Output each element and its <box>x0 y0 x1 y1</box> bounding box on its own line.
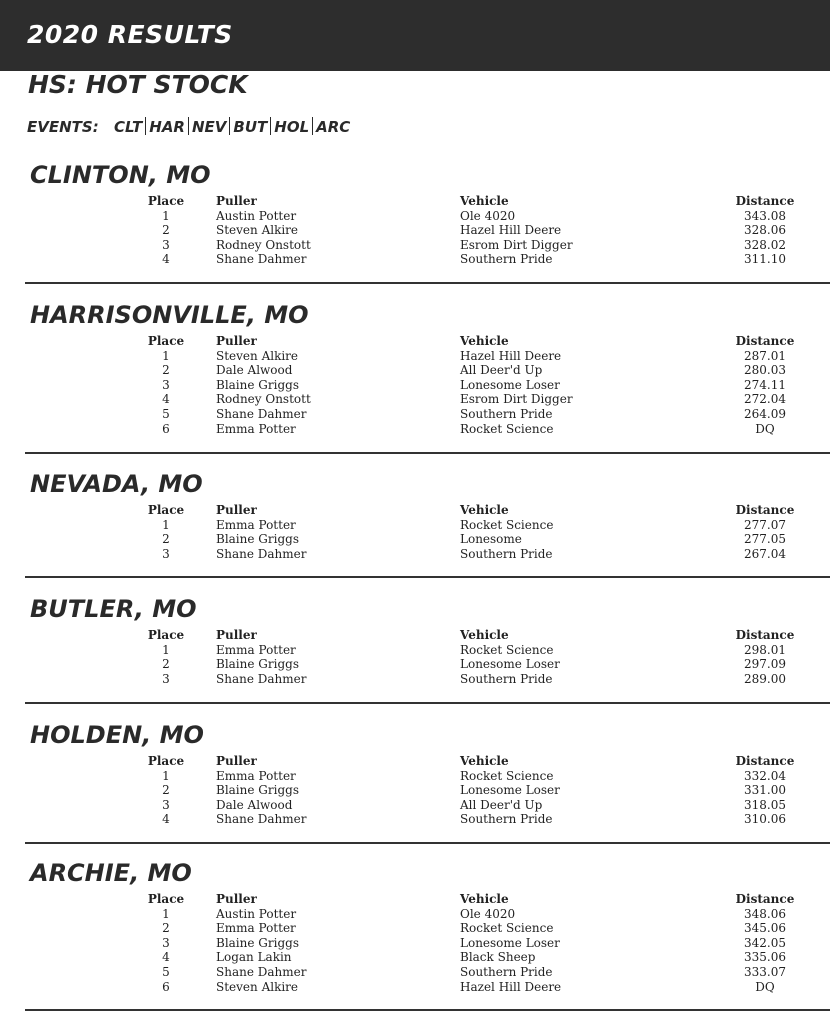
section-divider <box>25 1009 830 1011</box>
cell-place: 1 <box>162 517 170 532</box>
column-header-puller: Puller <box>216 628 257 642</box>
cell-vehicle: Southern Pride <box>460 546 553 561</box>
table-row <box>0 209 830 224</box>
events-separator <box>229 117 230 135</box>
cell-puller: Steven Alkire <box>216 223 299 238</box>
column-header-distance: Distance <box>735 503 795 517</box>
cell-distance: 274.11 <box>744 377 786 392</box>
cell-place: 4 <box>162 950 170 965</box>
events-separator <box>188 117 189 135</box>
column-header-place: Place <box>147 334 185 348</box>
column-header-place: Place <box>147 503 185 517</box>
table-header <box>0 334 830 349</box>
column-header-vehicle: Vehicle <box>460 334 509 348</box>
cell-vehicle: Lonesome Loser <box>460 377 560 392</box>
events-label: EVENTS: <box>27 118 99 136</box>
cell-vehicle: Esrom Dirt Digger <box>460 237 573 252</box>
table-row <box>0 252 830 267</box>
cell-distance: 264.09 <box>744 406 786 421</box>
cell-place: 6 <box>162 421 170 436</box>
event-title: HOLDEN, MO <box>30 721 204 749</box>
cell-place: 1 <box>162 768 170 783</box>
cell-place: 3 <box>162 546 170 561</box>
cell-vehicle: Southern Pride <box>460 406 553 421</box>
section-divider <box>25 702 830 704</box>
cell-distance: 343.08 <box>744 208 786 223</box>
cell-vehicle: Hazel Hill Deere <box>460 348 562 363</box>
cell-place: 2 <box>162 363 170 378</box>
cell-puller: Emma Potter <box>216 768 296 783</box>
cell-distance: 328.06 <box>744 223 786 238</box>
cell-place: 4 <box>162 392 170 407</box>
cell-distance: 289.00 <box>744 671 786 686</box>
table-row <box>0 349 830 364</box>
cell-distance: 277.07 <box>744 517 786 532</box>
cell-puller: Blaine Griggs <box>216 657 299 672</box>
cell-vehicle: Rocket Science <box>460 642 554 657</box>
cell-vehicle: Hazel Hill Deere <box>460 979 562 994</box>
results-table <box>0 628 830 686</box>
section-divider <box>25 452 830 454</box>
cell-puller: Rodney Onstott <box>216 237 311 252</box>
column-header-vehicle: Vehicle <box>460 754 509 768</box>
cell-distance: DQ <box>755 979 775 994</box>
table-header <box>0 754 830 769</box>
cell-place: 2 <box>162 783 170 798</box>
cell-place: 4 <box>162 252 170 267</box>
cell-place: 3 <box>162 671 170 686</box>
column-header-vehicle: Vehicle <box>460 892 509 906</box>
cell-distance: 298.01 <box>744 642 786 657</box>
cell-place: 1 <box>162 208 170 223</box>
column-header-vehicle: Vehicle <box>460 194 509 208</box>
cell-puller: Emma Potter <box>216 921 296 936</box>
event-link-har[interactable]: HAR <box>149 118 185 136</box>
cell-distance: 348.06 <box>744 906 786 921</box>
table-row <box>0 769 830 784</box>
table-row <box>0 547 830 562</box>
cell-puller: Emma Potter <box>216 642 296 657</box>
column-header-place: Place <box>147 892 185 906</box>
cell-place: 1 <box>162 642 170 657</box>
cell-vehicle: Black Sheep <box>460 950 536 965</box>
cell-vehicle: Ole 4020 <box>460 208 516 223</box>
section-divider <box>25 576 830 578</box>
cell-puller: Blaine Griggs <box>216 935 299 950</box>
column-header-distance: Distance <box>735 628 795 642</box>
table-row <box>0 812 830 827</box>
cell-puller: Dale Alwood <box>216 363 293 378</box>
cell-vehicle: Southern Pride <box>460 964 553 979</box>
table-row <box>0 643 830 658</box>
cell-puller: Shane Dahmer <box>216 812 307 827</box>
column-header-distance: Distance <box>735 334 795 348</box>
event-title: CLINTON, MO <box>30 161 211 189</box>
cell-distance: 280.03 <box>744 363 786 378</box>
cell-vehicle: Southern Pride <box>460 252 553 267</box>
column-header-puller: Puller <box>216 334 257 348</box>
event-title: NEVADA, MO <box>30 470 203 498</box>
table-row <box>0 783 830 798</box>
table-row <box>0 378 830 393</box>
cell-place: 5 <box>162 964 170 979</box>
table-row <box>0 422 830 437</box>
results-table <box>0 754 830 827</box>
cell-place: 2 <box>162 657 170 672</box>
table-row <box>0 532 830 547</box>
section-divider <box>25 842 830 844</box>
cell-distance: 333.07 <box>744 964 786 979</box>
cell-puller: Shane Dahmer <box>216 406 307 421</box>
table-row <box>0 407 830 422</box>
results-table <box>0 892 830 994</box>
cell-vehicle: Lonesome Loser <box>460 935 560 950</box>
cell-distance: 267.04 <box>744 546 786 561</box>
top-header-bar <box>0 0 830 71</box>
table-row <box>0 907 830 922</box>
table-row <box>0 672 830 687</box>
table-row <box>0 518 830 533</box>
cell-puller: Shane Dahmer <box>216 252 307 267</box>
cell-puller: Blaine Griggs <box>216 783 299 798</box>
table-row <box>0 798 830 813</box>
class-title: HS: HOT STOCK <box>28 70 248 99</box>
cell-vehicle: All Deer'd Up <box>460 363 543 378</box>
cell-place: 3 <box>162 377 170 392</box>
event-title: HARRISONVILLE, MO <box>30 301 309 329</box>
events-separator <box>312 117 313 135</box>
cell-vehicle: Lonesome <box>460 532 522 547</box>
cell-place: 2 <box>162 532 170 547</box>
table-row <box>0 238 830 253</box>
column-header-place: Place <box>147 754 185 768</box>
cell-distance: 272.04 <box>744 392 786 407</box>
cell-vehicle: Rocket Science <box>460 517 554 532</box>
cell-distance: 331.00 <box>744 783 786 798</box>
cell-distance: 328.02 <box>744 237 786 252</box>
cell-vehicle: Rocket Science <box>460 768 554 783</box>
cell-vehicle: Hazel Hill Deere <box>460 223 562 238</box>
cell-place: 2 <box>162 921 170 936</box>
table-row <box>0 657 830 672</box>
table-header <box>0 892 830 907</box>
cell-puller: Blaine Griggs <box>216 532 299 547</box>
cell-vehicle: Rocket Science <box>460 921 554 936</box>
cell-distance: 277.05 <box>744 532 786 547</box>
table-row <box>0 950 830 965</box>
table-row <box>0 921 830 936</box>
cell-puller: Steven Alkire <box>216 348 299 363</box>
cell-distance: 310.06 <box>744 812 786 827</box>
table-row <box>0 936 830 951</box>
cell-puller: Rodney Onstott <box>216 392 311 407</box>
table-row <box>0 363 830 378</box>
event-title: ARCHIE, MO <box>30 859 192 887</box>
event-link-hol[interactable]: HOL <box>274 118 310 136</box>
table-row <box>0 392 830 407</box>
page-title: 2020 RESULTS <box>27 20 233 49</box>
cell-place: 3 <box>162 797 170 812</box>
cell-place: 5 <box>162 406 170 421</box>
column-header-puller: Puller <box>216 194 257 208</box>
column-header-vehicle: Vehicle <box>460 628 509 642</box>
event-link-nev[interactable]: NEV <box>191 118 227 136</box>
cell-distance: 287.01 <box>744 348 786 363</box>
cell-puller: Shane Dahmer <box>216 964 307 979</box>
results-table <box>0 334 830 436</box>
cell-vehicle: Southern Pride <box>460 812 553 827</box>
events-nav <box>27 117 350 136</box>
table-header <box>0 503 830 518</box>
cell-vehicle: All Deer'd Up <box>460 797 543 812</box>
cell-puller: Emma Potter <box>216 517 296 532</box>
events-separator <box>270 117 271 135</box>
cell-puller: Logan Lakin <box>216 950 292 965</box>
table-header <box>0 628 830 643</box>
cell-puller: Austin Potter <box>216 906 297 921</box>
cell-vehicle: Southern Pride <box>460 671 553 686</box>
cell-place: 3 <box>162 935 170 950</box>
table-header <box>0 194 830 209</box>
column-header-puller: Puller <box>216 892 257 906</box>
column-header-distance: Distance <box>735 754 795 768</box>
column-header-distance: Distance <box>735 194 795 208</box>
column-header-puller: Puller <box>216 754 257 768</box>
cell-distance: 342.05 <box>744 935 786 950</box>
cell-place: 6 <box>162 979 170 994</box>
cell-distance: 345.06 <box>744 921 786 936</box>
cell-puller: Emma Potter <box>216 421 296 436</box>
column-header-place: Place <box>147 194 185 208</box>
column-header-distance: Distance <box>735 892 795 906</box>
cell-distance: 318.05 <box>744 797 786 812</box>
cell-distance: 335.06 <box>744 950 786 965</box>
cell-puller: Dale Alwood <box>216 797 293 812</box>
column-header-place: Place <box>147 628 185 642</box>
event-link-clt[interactable]: CLT <box>113 118 143 136</box>
cell-puller: Shane Dahmer <box>216 671 307 686</box>
cell-distance: 332.04 <box>744 768 786 783</box>
cell-vehicle: Lonesome Loser <box>460 657 560 672</box>
cell-puller: Austin Potter <box>216 208 297 223</box>
event-title: BUTLER, MO <box>30 595 197 623</box>
cell-place: 3 <box>162 237 170 252</box>
column-header-puller: Puller <box>216 503 257 517</box>
cell-puller: Blaine Griggs <box>216 377 299 392</box>
results-table <box>0 503 830 561</box>
cell-vehicle: Ole 4020 <box>460 906 516 921</box>
cell-vehicle: Esrom Dirt Digger <box>460 392 573 407</box>
results-table <box>0 194 830 267</box>
event-link-but[interactable]: BUT <box>233 118 268 136</box>
section-divider <box>25 282 830 284</box>
table-row <box>0 223 830 238</box>
cell-distance: 311.10 <box>744 252 786 267</box>
table-row <box>0 980 830 995</box>
cell-place: 1 <box>162 348 170 363</box>
cell-puller: Shane Dahmer <box>216 546 307 561</box>
cell-vehicle: Lonesome Loser <box>460 783 560 798</box>
cell-distance: 297.09 <box>744 657 786 672</box>
cell-distance: DQ <box>755 421 775 436</box>
column-header-vehicle: Vehicle <box>460 503 509 517</box>
event-link-arc[interactable]: ARC <box>316 118 351 136</box>
cell-place: 4 <box>162 812 170 827</box>
cell-puller: Steven Alkire <box>216 979 299 994</box>
cell-vehicle: Rocket Science <box>460 421 554 436</box>
table-row <box>0 965 830 980</box>
cell-place: 1 <box>162 906 170 921</box>
events-separator <box>145 117 146 135</box>
cell-place: 2 <box>162 223 170 238</box>
